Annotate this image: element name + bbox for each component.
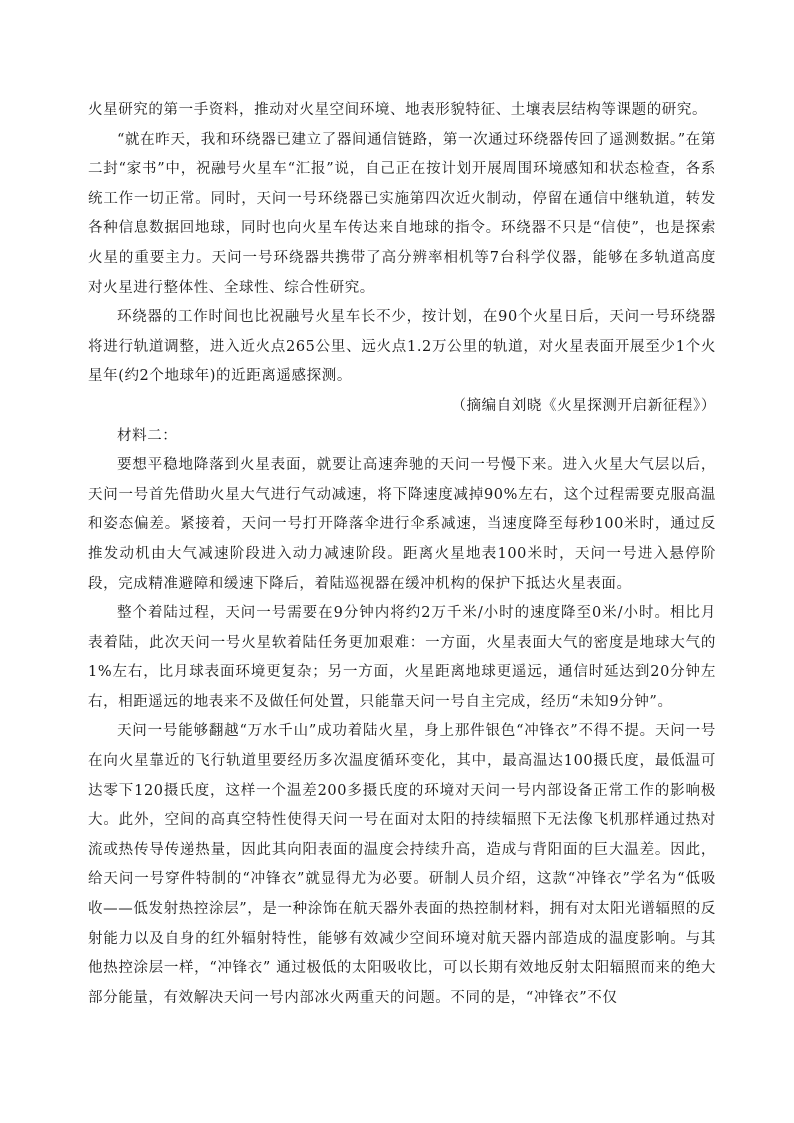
paragraph-continuation: 火星研究的第一手资料，推动对火星空间环境、地表形貌特征、土壤表层结构等课题的研究。 — [88, 102, 708, 118]
paragraph-orbiter-schedule: 环绕器的工作时间也比祝融号火星车长不少，按计划，在90个火星日后，天问一号环绕器将进行轨道调整，进入近火点265公里、远火点1.2万公里的轨道，对火星表面开展至少1个火星年(约2个地球年)的近距离遥感探测。 — [88, 309, 716, 385]
document-body — [88, 96, 716, 1013]
paragraph-landing-stages: 要想平稳地降落到火星表面，就要让高速奔驰的天问一号慢下来。进入火星大气层以后，天问一号首先借助火星大气进行气动减速，将下降速度减掉90%左右，这个过程需要克服高温和姿态偏差。紧接着，天问一号打开降落伞进行伞系减速，当速度降至每秒100米时，通过反推发动机由大气减速阶段进入动力减速阶段。距离火星地表100米时，天问一号进入悬停阶段，完成精准避障和缓速下降后，着陆巡视器在缓冲机构的保护下抵达火星表面。 — [88, 457, 716, 592]
paragraph-orbiter-communication: “就在昨天，我和环绕器已建立了器间通信链路，第一次通过环绕器传回了遥测数据。”在第二封“家书”中，祝融号火星车“汇报”说，自己正在按计划开展周围环境感知和状态检查，各系统工作一切正常。同时，天问一号环绕器已实施第四次近火制动，停留在通信中继轨道，转发各种信息数据回地球，同时也向火星车传达来自地球的指令。环绕器不只是“信使”，也是探索火星的重要主力。天问一号环绕器共携带了高分辨率相机等7台科学仪器，能够在多轨道高度对火星进行整体性、全球性、综合性研究。 — [88, 131, 716, 296]
material-two-label: 材料二： — [117, 427, 178, 444]
paragraph-landing-difficulty: 整个着陆过程，天问一号需要在9分钟内将约2万千米/小时的速度降至0米/小时。相比月表着陆，此次天问一号火星软着陆任务更加艰难：一方面，火星表面大气的密度是地球大气的1%左右，比月球表面环境更复杂；另一方面，火星距离地球更遥远，通信时延达到20分钟左右，相距遥远的地表来不及做任何处置，只能靠天问一号自主完成，经历“未知9分钟”。 — [88, 605, 716, 710]
paragraph-thermal-coating: 天问一号能够翻越“万水千山”成功着陆火星，身上那件银色“冲锋衣”不得不提。天问一号在向火星靠近的飞行轨道里要经历多次温度循环变化，其中，最高温达100摄氏度，最低温可达零下120摄氏度，这样一个温差200多摄氏度的环境对天问一号内部设备正常工作的影响极大。此外，空间的高真空特性使得天问一号在面对太阳的持续辐照下无法像飞机那样通过热对流或热传导传递热量，因此其向阳表面的温度会持续升高，造成与背阳面的巨大温差。因此，给天问一号穿件特制的“冲锋衣”就显得尤为必要。研制人员介绍，这款“冲锋衣”学名为“低吸收——低发射热控涂层”，是一种涂饰在航天器外表面的热控制材料，拥有对太阳光谱辐照的反射能力以及自身的红外辐射特性，能够有效减少空间环境对航天器内部造成的温度影响。与其他热控涂层一样，“冲锋衣” 通过极低的太阳吸收比，可以长期有效地反射太阳辐照而来的绝大部分能量，有效解决天问一号内部冰火两重天的问题。不同的是，“冲锋衣”不仅 — [88, 723, 716, 1006]
source-citation: （摘编自刘晓《火星探测开启新征程》） — [451, 397, 716, 414]
